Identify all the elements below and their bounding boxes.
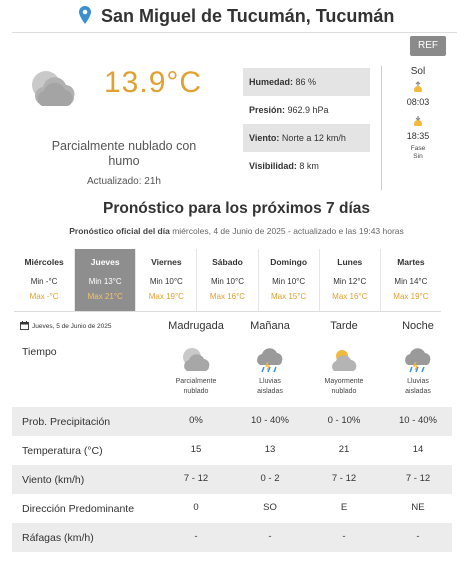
location-title: San Miguel de Tucumán, Tucumán (101, 6, 395, 26)
period-condition-madrugada: Parcialmente nublado (175, 378, 217, 395)
sun-panel (386, 66, 450, 161)
forecast-title: Pronóstico para los próximos 7 días (102, 200, 371, 217)
day-tab-martes[interactable]: Martes Min 14°C Max 19°C (380, 249, 441, 311)
sunset-icon (411, 115, 425, 129)
current-condition: Parcialmente nublado con humo (51, 139, 197, 168)
day-tab-sabado[interactable]: Sábado Min 10°C Max 16°C (196, 249, 257, 311)
detail-date: Jueves, 5 de Junio de 2025 (20, 321, 112, 330)
period-madrugada: Madrugada (168, 320, 224, 332)
weather-row-label: Tiempo (22, 346, 57, 358)
partly-cloudy-icon (179, 345, 213, 375)
current-stats (243, 68, 370, 180)
location-header (0, 6, 473, 32)
day-tab-jueves[interactable]: Jueves Min 13°C Max 21°C (74, 249, 135, 311)
sunrise-icon (411, 81, 425, 95)
sun-title: Sol (410, 66, 426, 77)
forecast-subtitle: Pronóstico oficial del día miércoles, 4 de Junio de 2025 - actualizado e las 19:43 horas (69, 226, 404, 236)
header-divider (12, 32, 457, 33)
moon-phase: Fase Sin (410, 145, 426, 160)
stat-pressure: Presión: 962.9 hPa (249, 105, 329, 115)
period-noche: Noche (402, 320, 434, 332)
location-pin-icon (79, 6, 91, 24)
rain-cloud-icon (401, 345, 435, 375)
current-temperature: 13.9°C (104, 66, 203, 99)
day-tab-lunes[interactable]: Lunes Min 12°C Max 16°C (319, 249, 380, 311)
updated-time: Actualizado: 21h (87, 176, 161, 187)
stat-visibility: Visibilidad: 8 km (249, 161, 319, 171)
partly-cloudy-icon (26, 66, 82, 112)
rain-cloud-icon (253, 345, 287, 375)
day-tab-viernes[interactable]: Viernes Min 10°C Max 19°C (135, 249, 196, 311)
sunset-time: 18:35 (406, 131, 430, 141)
calendar-icon (20, 321, 29, 330)
period-condition-noche: Lluvias aisladas (405, 378, 431, 395)
table-row-temperature: Temperatura (°C) 15 13 21 14 (22, 444, 424, 457)
period-condition-manana: Lluvias aisladas (257, 378, 283, 395)
ref-button[interactable]: REF (410, 36, 446, 56)
stat-humidity: Humedad: 86 % (243, 68, 370, 96)
sunrise-time: 08:03 (406, 97, 430, 107)
day-tab-miercoles[interactable]: Miércoles Min -°C Max -°C (24, 257, 64, 301)
stat-wind: Viento: Norte a 12 km/h (243, 124, 370, 152)
day-tabs (14, 249, 441, 312)
table-row-wind: Viento (km/h) 7 - 12 0 - 2 7 - 12 7 - 12 (12, 465, 452, 494)
table-row-direction: Dirección Predominante 0 SO E NE (22, 502, 425, 515)
day-tab-domingo[interactable]: Domingo Min 10°C Max 15°C (258, 249, 319, 311)
period-manana: Mañana (250, 320, 290, 332)
sun-cloud-icon (327, 345, 361, 375)
sun-divider (381, 66, 382, 190)
period-condition-tarde: Mayormente nublado (324, 378, 364, 395)
period-tarde: Tarde (330, 320, 358, 332)
table-row-precipitation: Prob. Precipitación 0% 10 - 40% 0 - 10% 10 - 40% (12, 407, 452, 436)
table-row-gusts: Ráfagas (km/h) - - - - (12, 523, 452, 552)
